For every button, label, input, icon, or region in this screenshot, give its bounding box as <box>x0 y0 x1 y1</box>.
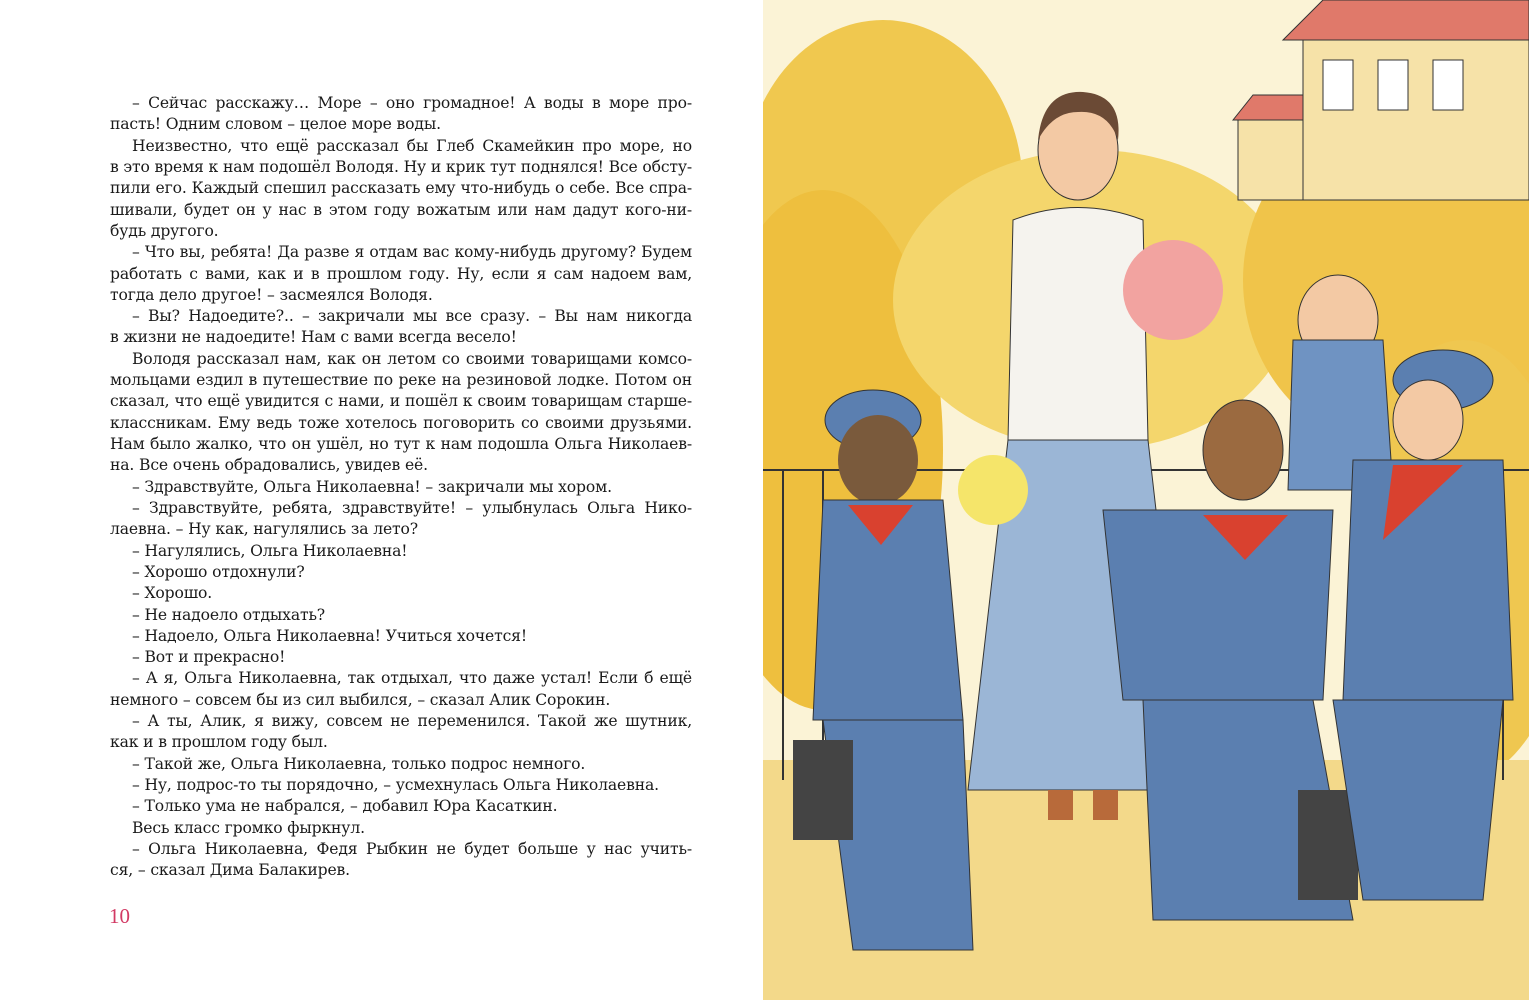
text-line: Неизвестно, что ещё рассказал бы Глеб Скамейкин про море, но <box>132 136 692 155</box>
text-line: – Что вы, ребята! Да разве я отдам вас кому-нибудь другому? Будем <box>132 243 692 262</box>
text-line: – Здравствуйте, ребята, здравствуйте! – улыбнулась Ольга Нико- <box>132 498 692 517</box>
text-line: – Здравствуйте, Ольга Николаевна! – закричали мы хором. <box>132 477 612 496</box>
text-line: – Сейчас расскажу… Море – оно громадное! А воды в море про- <box>132 94 692 112</box>
text-line: мольцами ездил в путешествие по реке на резиновой лодке. Потом он <box>110 371 692 390</box>
text-line: немного – совсем бы из сил выбился, – сказал Алик Сорокин. <box>110 690 611 709</box>
text-line: – Нагулялись, Ольга Николаевна! <box>132 541 408 560</box>
text-line: лаевна. – Ну как, нагулялись за лето? <box>110 520 418 539</box>
text-line: на. Все очень обрадовались, увидев её. <box>110 456 428 475</box>
illustration-teacher-with-pioneers <box>763 0 1529 1000</box>
text-line: сказал, что ещё увидится с нами, и пошёл к своим товарищам старше- <box>110 392 692 411</box>
text-line: в это время к нам подошёл Володя. Ну и крик тут поднялся! Все обсту- <box>110 157 693 176</box>
text-line: тогда дело другое! – засмеялся Володя. <box>110 285 433 304</box>
text-line: – Вот и прекрасно! <box>132 648 286 667</box>
text-line: классникам. Ему ведь тоже хотелось поговорить со своими друзьями. <box>110 413 692 432</box>
book-text <box>110 93 692 882</box>
text-line: Нам было жалко, что он ушёл, но тут к нам подошла Ольга Николаев- <box>110 435 692 453</box>
text-line: – Ну, подрос-то ты порядочно, – усмехнулась Ольга Николаевна. <box>132 776 659 794</box>
text-line: пасть! Одним словом – целое море воды. <box>110 115 441 134</box>
text-line: шивали, будет он у нас в этом году вожатым или нам дадут кого-ни- <box>110 200 692 219</box>
text-line: в жизни не надоедите! Нам с вами всегда весело! <box>110 328 517 347</box>
text-line: – Только ума не набрался, – добавил Юра Касаткин. <box>132 797 558 816</box>
text-line: – А ты, Алик, я вижу, совсем не переменился. Такой же шутник, <box>132 712 692 731</box>
text-line: Володя рассказал нам, как он летом со своими товарищами комсо- <box>132 349 692 368</box>
text-line: – Такой же, Ольга Николаевна, только подрос немного. <box>132 754 586 773</box>
text-line: – Надоело, Ольга Николаевна! Учиться хочется! <box>132 626 527 645</box>
page-number: 10 <box>109 904 130 928</box>
text-line: как и в прошлом году был. <box>110 733 328 752</box>
text-line: ся, – сказал Дима Балакирев. <box>110 861 350 880</box>
text-line: Весь класс громко фыркнул. <box>132 818 365 837</box>
text-line: – Не надоело отдыхать? <box>132 605 325 624</box>
text-line: – Вы? Надоедите?.. – закричали мы все сразу. – Вы нам никогда <box>132 307 692 326</box>
text-line: – Ольга Николаевна, Федя Рыбкин не будет больше у нас учить- <box>132 839 692 858</box>
text-line: – Хорошо. <box>132 584 213 603</box>
text-line: – Хорошо отдохнули? <box>132 562 305 581</box>
text-line: работать с вами, как и в прошлом году. Ну, если я сам надоем вам, <box>110 264 692 283</box>
text-line: будь другого. <box>110 221 219 240</box>
text-line: пили его. Каждый спешил рассказать ему что-нибудь о себе. Все спра- <box>110 179 692 198</box>
text-line: – А я, Ольга Николаевна, так отдыхал, что даже устал! Если б ещё <box>132 669 692 688</box>
